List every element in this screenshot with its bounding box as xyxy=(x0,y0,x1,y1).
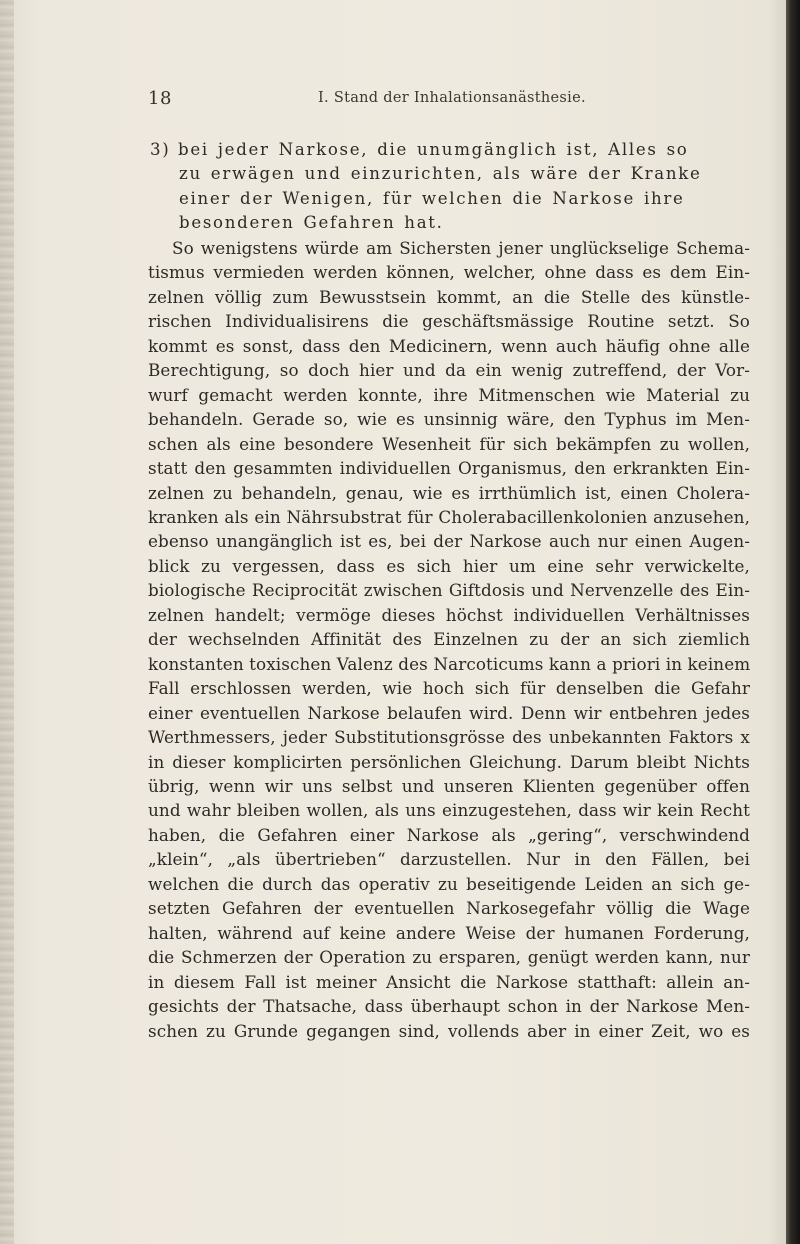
text-line: statt den gesammten individuellen Organismus, den erkrankten Ein- xyxy=(148,458,750,479)
text-line: kranken als ein Nährsubstrat für Cholerabacillenkolonien anzusehen, xyxy=(148,506,750,527)
text-line: gesichts der Thatsache, dass überhaupt schon in der Narkose Men- xyxy=(148,996,750,1017)
text-line: schen zu Grunde gegangen sind, vollends aber in einer Zeit, wo es xyxy=(148,1020,750,1041)
text-line: tismus vermieden werden können, welcher, ohne dass es dem Ein- xyxy=(148,262,750,283)
text-line: haben, die Gefahren einer Narkose als „gering“, verschwindend xyxy=(148,824,750,845)
text-line: biologische Reciprocität zwischen Giftdosis und Nervenzelle des Ein- xyxy=(148,580,750,601)
text-line: behandeln. Gerade so, wie es unsinnig wäre, den Typhus im Men- xyxy=(148,409,750,430)
text-line: einer eventuellen Narkose belaufen wird. Denn wir entbehren jedes xyxy=(148,702,750,723)
list-line xyxy=(150,138,750,162)
text-line: zelnen zu behandeln, genau, wie es irrthümlich ist, einen Cholera- xyxy=(148,482,750,503)
text-line: Fall erschlossen werden, wie hoch sich für denselben die Gefahr xyxy=(148,678,750,699)
list-line-text: bei jeder Narkose, die unumgänglich ist, Alles so xyxy=(178,140,689,159)
page-number: 18 xyxy=(148,88,172,109)
text-line: rischen Individualisirens die geschäftsmässige Routine setzt. So xyxy=(148,311,750,332)
body-paragraph xyxy=(148,236,750,1043)
text-line: übrig, wenn wir uns selbst und unseren Klienten gegenüber offen xyxy=(148,775,750,796)
text-line: So wenigstens würde am Sichersten jener unglückselige Schema- xyxy=(172,238,750,258)
page-header xyxy=(0,88,800,112)
text-line: ebenso unangänglich ist es, bei der Narkose auch nur einen Augen- xyxy=(148,531,750,552)
list-line: besonderen Gefahren hat. xyxy=(179,213,444,233)
text-line: in diesem Fall ist meiner Ansicht die Narkose statthaft: allein an- xyxy=(148,971,750,992)
page-edge-shadow xyxy=(786,0,800,1244)
binding-gutter xyxy=(0,0,14,1244)
text-line: blick zu vergessen, dass es sich hier um eine sehr verwickelte, xyxy=(148,555,750,576)
running-head: I. Stand der Inhalationsanästhesie. xyxy=(318,90,586,106)
text-line: schen als eine besondere Wesenheit für sich bekämpfen zu wollen, xyxy=(148,433,750,454)
text-line: Berechtigung, so doch hier und da ein wenig zutreffend, der Vor- xyxy=(148,360,750,381)
list-line: einer der Wenigen, für welchen die Narkose ihre xyxy=(179,188,685,208)
numbered-paragraph xyxy=(150,138,750,236)
list-marker: 3) xyxy=(150,140,171,159)
text-line: zelnen handelt; vermöge dieses höchst individuellen Verhältnisses xyxy=(148,604,750,625)
text-line: konstanten toxischen Valenz des Narcoticums kann a priori in keinem xyxy=(148,653,751,674)
text-line: „klein“, „als übertrieben“ darzustellen. Nur in den Fällen, bei xyxy=(148,849,750,870)
text-line: welchen die durch das operativ zu beseitigende Leiden an sich ge- xyxy=(148,873,750,894)
text-line: Werthmessers, jeder Substitutionsgrösse des unbekannten Faktors x xyxy=(148,727,750,748)
text-line: der wechselnden Affinität des Einzelnen zu der an sich ziemlich xyxy=(148,629,750,650)
text-line: setzten Gefahren der eventuellen Narkosegefahr völlig die Wage xyxy=(148,898,750,919)
list-line: zu erwägen und einzurichten, als wäre der Kranke xyxy=(179,164,702,184)
text-line: in dieser komplicirten persönlichen Gleichung. Darum bleibt Nichts xyxy=(148,751,750,772)
text-line: zelnen völlig zum Bewusstsein kommt, an die Stelle des künstle- xyxy=(148,286,750,307)
text-line: wurf gemacht werden konnte, ihre Mitmenschen wie Material zu xyxy=(148,384,750,405)
text-line: die Schmerzen der Operation zu ersparen, genügt werden kann, nur xyxy=(148,947,750,968)
text-line: kommt es sonst, dass den Medicinern, wenn auch häufig ohne alle xyxy=(148,335,750,356)
text-line: halten, während auf keine andere Weise der humanen Forderung, xyxy=(148,922,750,943)
text-line: und wahr bleiben wollen, als uns einzugestehen, dass wir kein Recht xyxy=(148,800,750,821)
